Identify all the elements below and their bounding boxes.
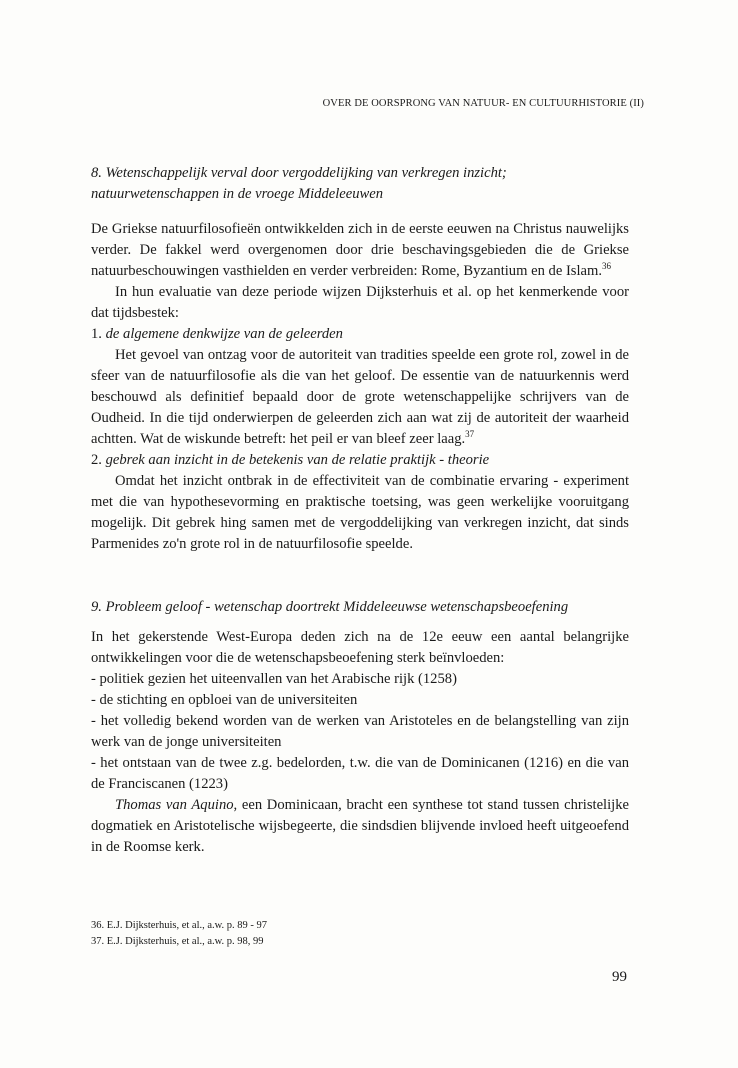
- paragraph-text: , een Dominicaan, bracht een synthese tot stand tussen christelijke dogmatiek en Aristotelische wijsbegeerte, die sindsdien blijvende invloed heeft uitgeoefend in de Roomse kerk.: [91, 797, 629, 855]
- list-item: - het ontstaan van de twee z.g. bedelorden, t.w. die van de Dominicanen (1216) en die van de Franciscanen (1223): [91, 755, 629, 792]
- page-number: 99: [612, 969, 627, 985]
- list-item: - de stichting en opbloei van de universiteiten: [91, 692, 358, 708]
- footnote-ref: 37: [465, 429, 475, 440]
- list-item-heading: [91, 324, 629, 345]
- paragraph-text: De Griekse natuurfilosofieën ontwikkelden zich in de eerste eeuwen na Christus nauwelijks verder. De fakkel werd overgenomen door drie beschavingsgebieden die de Griekse natuurbeschouwingen vasthielden en verder verbreiden: Rome, Byzantium en de Islam.: [91, 221, 629, 279]
- paragraph: [91, 219, 629, 282]
- paragraph: In hun evaluatie van deze periode wijzen Dijksterhuis et al. op het kenmerkende voor dat tijdsbestek:: [91, 284, 629, 321]
- list-item: - politiek gezien het uiteenvallen van het Arabische rijk (1258): [91, 671, 457, 687]
- list-item-title: de algemene denkwijze van de geleerden: [105, 326, 343, 342]
- footnote: 37. E.J. Dijksterhuis, et al., a.w. p. 98, 99: [91, 936, 264, 947]
- section-9-title: 9. Probleem geloof - wetenschap doortrekt Middeleeuwse wetenschapsbeoefening: [91, 599, 569, 615]
- footnote-ref: 36: [602, 261, 612, 272]
- paragraph: In het gekerstende West-Europa deden zich na de 12e eeuw een aantal belangrijke ontwikkelingen voor die de wetenschapsbeoefening sterk beïnvloeden:: [91, 629, 629, 666]
- footnote: 36. E.J. Dijksterhuis, et al., a.w. p. 89 - 97: [91, 920, 268, 931]
- section-8-title: 8. Wetenschappelijk verval door vergoddelijking van verkregen inzicht; natuurwetenschappen in de vroege Middeleeuwen: [91, 165, 507, 202]
- list-item: - het volledig bekend worden van de werken van Aristoteles en de belangstelling van zijn werk van de jonge universiteiten: [91, 713, 629, 750]
- footnotes: [91, 918, 267, 950]
- section-9-body: [91, 627, 629, 858]
- person-name: Thomas van Aquino: [115, 797, 234, 813]
- section-9: [91, 597, 629, 618]
- list-item-heading: [91, 450, 629, 471]
- paragraph: [91, 795, 629, 858]
- section-8: [91, 163, 629, 205]
- list-number: 2.: [91, 452, 102, 468]
- paragraph-text: Het gevoel van ontzag voor de autoriteit van tradities speelde een grote rol, zowel in de sfeer van de natuurfilosofie als die van het geloof. De essentie van de natuurkennis werd beschouwd als definitief bepaald door de grote wetenschappelijke schrijvers van de Oudheid. In die tijd onderwierpen de geleerden zich aan wat zij de autoriteit der waarheid achtten. Wat de wiskunde betreft: het peil er van bleef zeer laag.: [91, 347, 629, 447]
- paragraph: Omdat het inzicht ontbrak in de effectiviteit van de combinatie ervaring - experiment met die van hypothesevorming en praktische toetsing, was geen werkelijke vooruitgang mogelijk. Dit gebrek hing samen met de vergoddelijking van verkregen inzicht, dat sinds Parmenides zo'n grote rol in de natuurfilosofie speelde.: [91, 473, 629, 552]
- list-number: 1.: [91, 326, 102, 342]
- running-header: OVER DE OORSPRONG VAN NATUUR- EN CULTUURHISTORIE (II): [322, 98, 644, 109]
- paragraph: [91, 345, 629, 450]
- list-item-title: gebrek aan inzicht in de betekenis van de relatie praktijk - theorie: [105, 452, 490, 468]
- section-8-body: [91, 219, 629, 555]
